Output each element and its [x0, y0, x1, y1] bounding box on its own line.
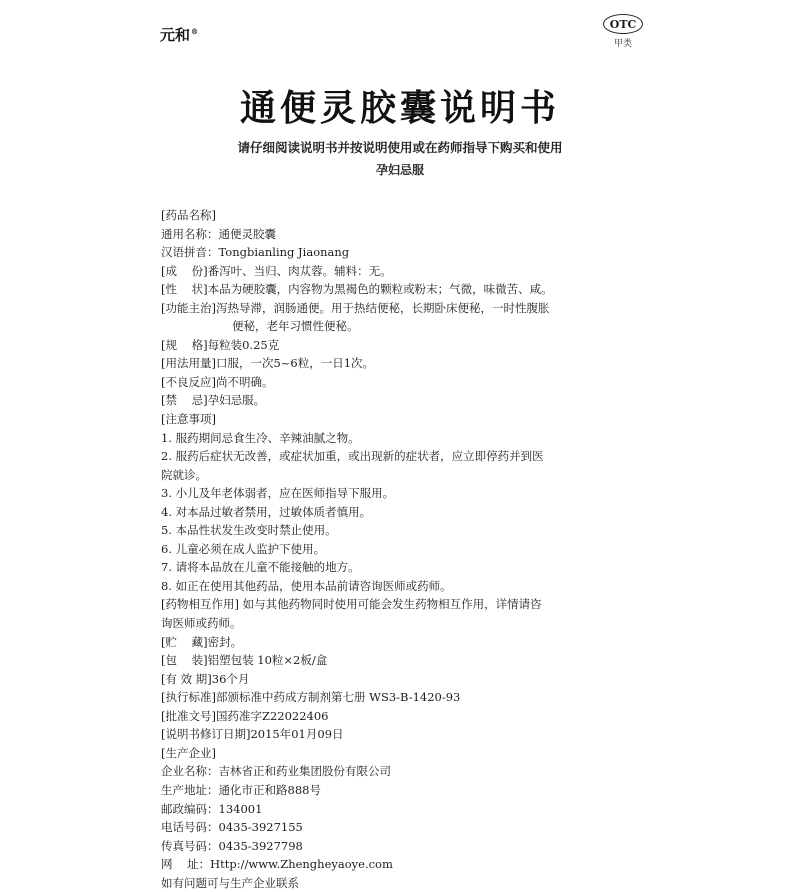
precaution-item: 2. 服药后症状无改善，或症状加重，或出现新的症状者，应立即停药并到医	[161, 449, 544, 464]
indications: [功能主治]泻热导滞，润肠通便。用于热结便秘，长期卧床便秘，一时性腹胀	[161, 300, 550, 315]
pregnancy-warning: 孕妇忌服	[375, 163, 424, 177]
precaution-item: 4. 对本品过敏者禁用，过敏体质者慎用。	[161, 504, 372, 519]
dosage: [用法用量]口服，一次5~6粒，一日1次。	[161, 356, 375, 371]
drug-interactions: [药物相互作用] 如与其他药物同时使用可能会发生药物相互作用，详情请咨	[161, 597, 542, 612]
section-manufacturer: [生产企业]	[161, 745, 216, 760]
contact-note: 如有问题可与生产企业联系	[161, 875, 299, 890]
appearance: [性 状]本品为硬胶囊，内容物为黑褐色的颗粒或粉末；气微，味微苦、咸。	[161, 282, 553, 297]
precaution-item: 6. 儿童必须在成人监护下使用。	[161, 541, 326, 556]
precaution-item: 1. 服药期间忌食生冷、辛辣油腻之物。	[161, 430, 360, 445]
precaution-item: 5. 本品性状发生改变时禁止使用。	[161, 523, 337, 538]
generic-name: 通用名称：通便灵胶囊	[161, 226, 276, 241]
company-address: 生产地址：通化市正和路888号	[161, 782, 321, 797]
revision-date: [说明书修订日期]2015年01月09日	[161, 727, 344, 742]
registered-mark: ®	[191, 27, 199, 36]
instruction-body	[161, 206, 671, 892]
document-title: 通便灵胶囊说明书	[239, 88, 560, 129]
precaution-item: 7. 请将本品放在儿童不能接触的地方。	[161, 560, 360, 575]
specification: [规 格]每粒装0.25克	[161, 337, 280, 352]
precaution-item-continued: 院就诊。	[161, 467, 207, 482]
company-name: 企业名称：吉林省正和药业集团股份有限公司	[161, 764, 391, 779]
precaution-item: 8. 如正在使用其他药品，使用本品前请咨询医师或药师。	[161, 578, 452, 593]
postal-code: 邮政编码：134001	[161, 801, 263, 816]
drug-interactions-continued: 询医师或药师。	[161, 616, 242, 631]
indications-continued: 便秘，老年习惯性便秘。	[232, 319, 359, 334]
website: 网 址：Http://www.Zhengheyaoye.com	[161, 857, 393, 872]
section-precautions: [注意事项]	[161, 412, 216, 427]
section-drug-name: [药品名称]	[161, 208, 216, 222]
approval-number: [批准文号]国药准字Z22022406	[161, 708, 329, 723]
precaution-item: 3. 小儿及年老体弱者，应在医师指导下服用。	[161, 486, 395, 501]
standard: [执行标准]部颁标准中药成方制剂第七册 WS3-B-1420-93	[161, 690, 461, 705]
fax-number: 传真号码：0435-3927798	[161, 838, 303, 853]
expiry: [有 效 期]36个月	[161, 671, 250, 686]
contraindications: [禁 忌]孕妇忌服。	[161, 393, 266, 408]
otc-badge-group	[602, 14, 644, 49]
otc-category: 甲类	[613, 39, 632, 49]
storage: [贮 藏]密封。	[161, 634, 243, 649]
adverse-reactions: [不良反应]尚不明确。	[161, 374, 274, 389]
otc-badge: OTC	[603, 14, 643, 34]
phone-number: 电话号码：0435-3927155	[161, 820, 303, 835]
pinyin-name: 汉语拼音：Tongbianling Jiaonang	[161, 245, 350, 260]
packaging: [包 装]铝塑包装 10粒×2板/盒	[161, 653, 328, 668]
usage-notice: 请仔细阅读说明书并按说明使用或在药师指导下购买和使用	[237, 140, 563, 155]
brand-name: 元和	[160, 26, 191, 44]
ingredients: [成 份]番泻叶、当归、肉苁蓉。辅料：无。	[161, 263, 392, 278]
brand-logo	[160, 24, 198, 45]
